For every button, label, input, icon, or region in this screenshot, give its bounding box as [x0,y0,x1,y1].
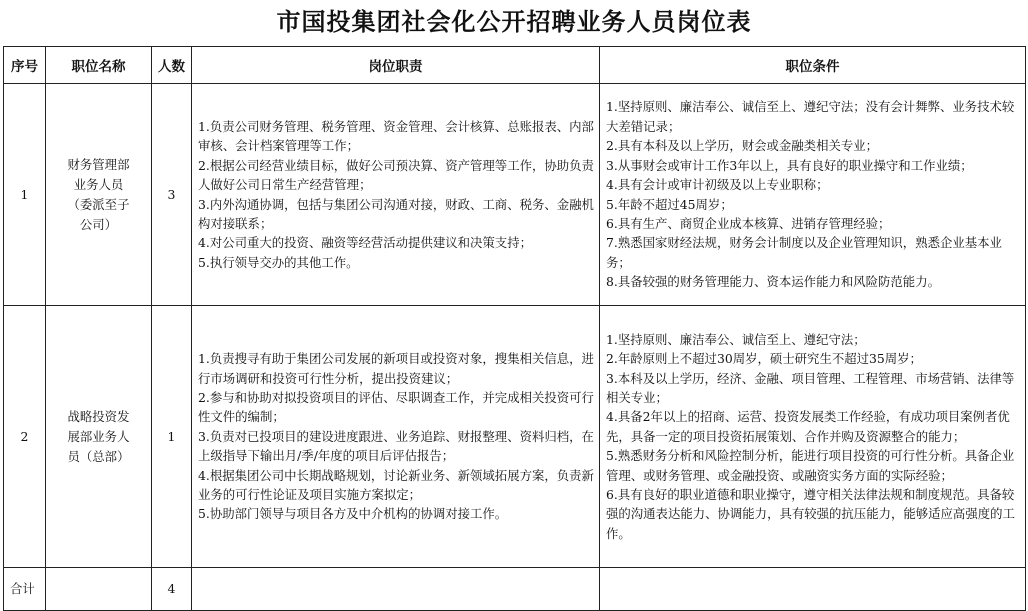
duty-item: 2.根据公司经营业绩目标，做好公司预决算、资产管理等工作，协助负责人做好公司日常生产经营管理； [198,157,594,193]
table-row [4,306,1026,568]
total-empty-cell [600,568,1026,611]
requirement-item: 5.熟悉财务分析和风险控制分析，能进行项目投资的可行性分析。具备企业管理、或财务管理、或金融投资、或融资实务方面的实际经验； [606,448,1015,483]
requirement-item: 7.熟悉国家财经法规，财务会计制度以及企业管理知识，熟悉企业基本业务； [606,235,1002,270]
row-position: 财务管理部业务人员（委派至子公司） [46,84,152,306]
duty-item: 1.负责搜寻有助于集团公司发展的新项目或投资对象，搜集相关信息，进行市场调研和投资可行性分析，提出投资建议； [198,351,594,386]
row-requirements [600,306,1026,568]
duty-item: 5.执行领导交办的其他工作。 [198,254,359,270]
header-duties: 岗位职责 [192,47,600,84]
table-row [4,84,1026,306]
duty-item: 1.负责公司财务管理、税务管理、资金管理、会计核算、总账报表、内部审核、会计档案管理等工作； [198,118,594,154]
row-count: 3 [152,84,192,306]
requirement-item: 8.具备较强的财务管理能力、资本运作能力和风险防范能力。 [606,274,940,290]
requirement-item: 3.从事财会或审计工作3年以上，具有良好的职业操守和工作业绩； [606,157,973,173]
requirement-item: 6.具有良好的职业道德和职业操守，遵守相关法律法规和制度规范。具备较强的沟通表达能力、协调能力，具有较强的抗压能力，能够适应高强度的工作。 [606,487,1015,541]
row-seq: 2 [4,306,46,568]
duty-item: 4.根据集团公司中长期战略规划，讨论新业务、新领域拓展方案，负责新业务的可行性论证及项目实施方案拟定； [198,467,594,503]
duty-item: 2.参与和协助对拟投资项目的评估、尽职调查工作，并完成相关投资可行性文件的编制； [198,389,594,425]
requirement-item: 4.具有会计或审计初级及以上专业职称； [606,177,829,193]
requirement-item: 4.具备2年以上的招商、运营、投资发展类工作经验，有成功项目案例者优先，具备一定的项目投资拓展策划、合作并购及资源整合的能力； [606,409,1010,444]
header-count: 人数 [152,47,192,84]
requirement-item: 2.年龄原则上不超过30周岁，硕士研究生不超过35周岁； [606,351,922,367]
row-requirements [600,84,1026,306]
requirement-item: 1.坚持原则、廉洁奉公、诚信至上、遵纪守法； [606,331,866,347]
page-title: 市国投集团社会化公开招聘业务人员岗位表 [276,8,752,36]
requirement-item: 5.年龄不超过45周岁； [606,196,733,212]
row-position: 战略投资发展部业务人员（总部） [46,306,152,568]
row-duties [192,84,600,306]
duty-item: 3.负责对已投项目的建设进度跟进、业务追踪、财报整理、资料归档，在上级指导下输出月/季/年度的项目后评估报告； [198,428,594,464]
requirement-item: 2.具有本科及以上学历，财会或金融类相关专业； [606,138,879,154]
table-header-row [4,47,1026,84]
row-count: 1 [152,306,192,568]
total-label: 合计 [4,568,46,611]
row-seq: 1 [4,84,46,306]
position-table [3,46,1026,611]
duty-item: 4.对公司重大的投资、融资等经营活动提供建议和决策支持； [198,235,532,251]
requirement-item: 1.坚持原则、廉洁奉公、诚信至上、遵纪守法；没有会计舞弊、业务技术较大差错记录； [606,99,1015,134]
header-seq: 序号 [4,47,46,84]
duty-item: 5.协助部门领导与项目各方及中介机构的协调对接工作。 [198,506,508,522]
duty-item: 3.内外沟通协调，包括与集团公司沟通对接，财政、工商、税务、金融机构对接联系； [198,196,594,231]
header-requirements: 职位条件 [600,47,1026,84]
header-position: 职位名称 [46,47,152,84]
row-duties [192,306,600,568]
total-count: 4 [152,568,192,611]
total-row [4,568,1026,611]
total-empty-cell [192,568,600,611]
requirement-item: 3.本科及以上学历，经济、金融、项目管理、工程管理、市场营销、法律等相关专业； [606,370,1015,405]
requirement-item: 6.具有生产、商贸企业成本核算、进销存管理经验； [606,215,891,231]
total-empty-cell [46,568,152,611]
